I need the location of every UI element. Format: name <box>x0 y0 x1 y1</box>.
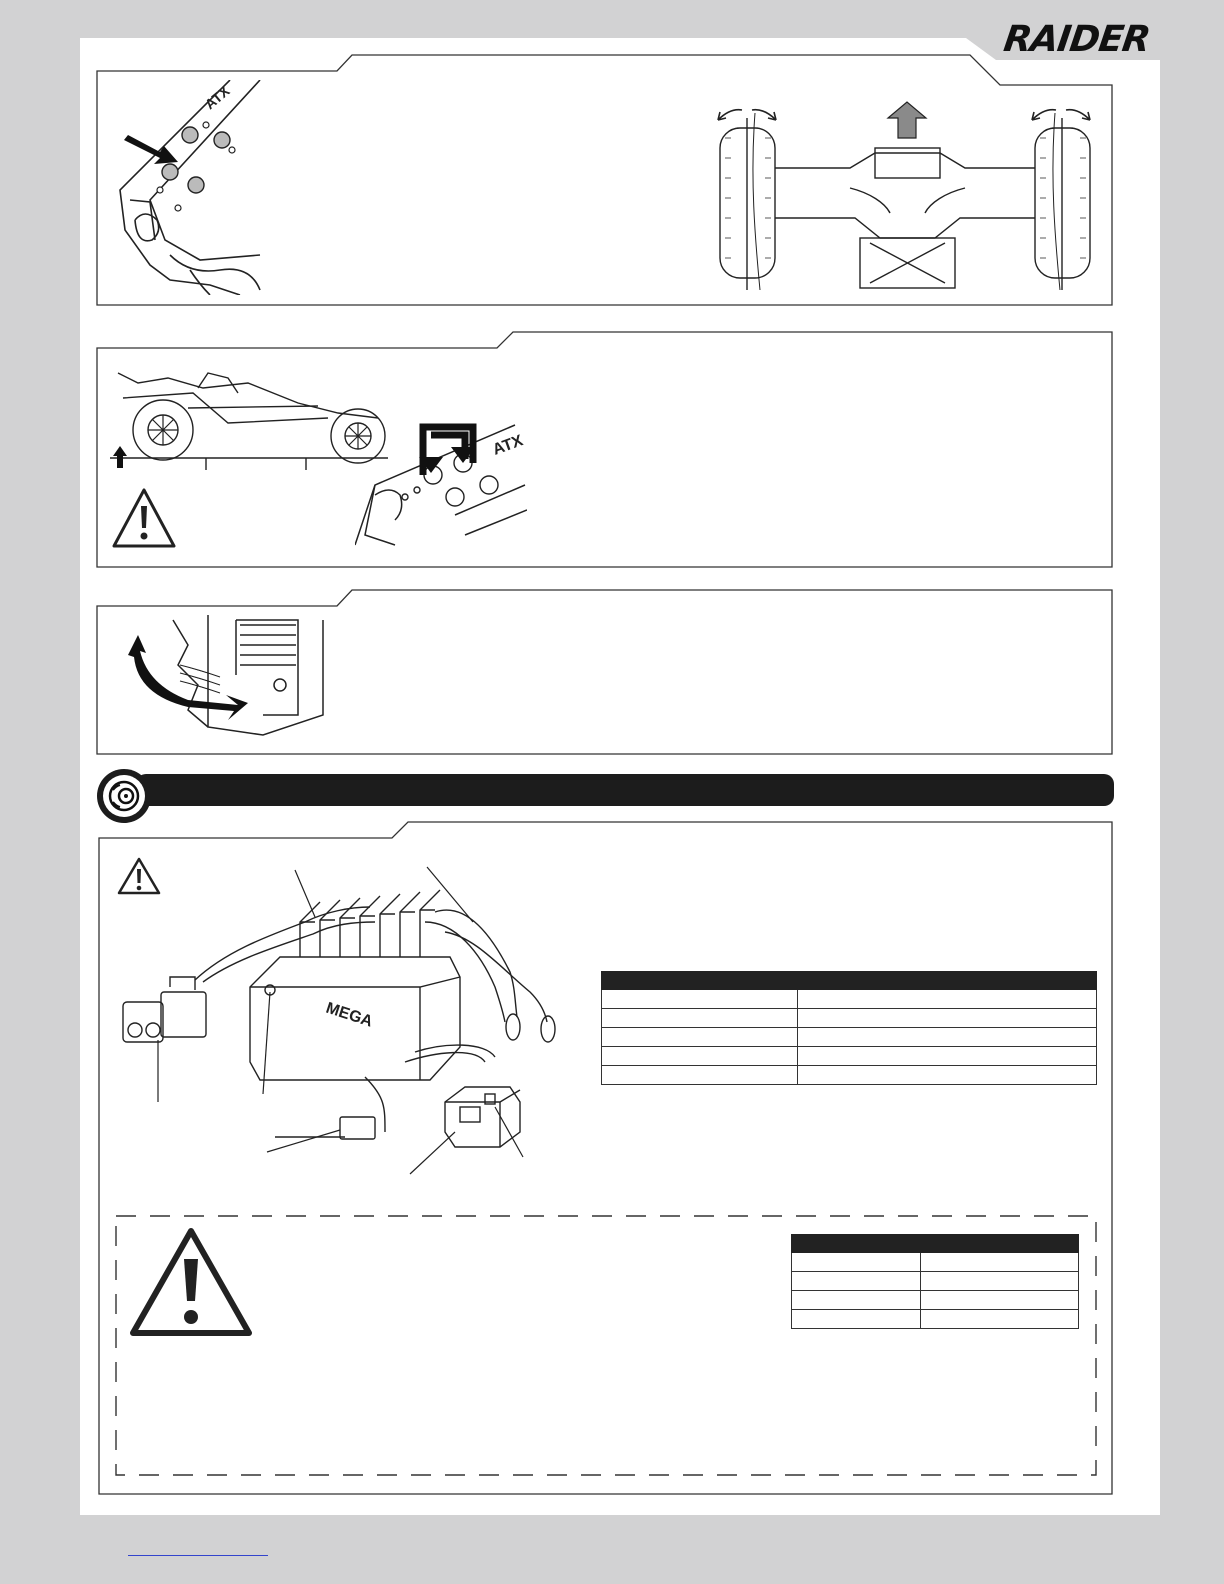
table-row <box>602 1028 1097 1047</box>
table-row <box>602 1047 1097 1066</box>
footer-link[interactable] <box>128 1555 268 1556</box>
svg-text:ATX: ATX <box>201 82 233 113</box>
table-row <box>602 1009 1097 1028</box>
table-row <box>602 990 1097 1009</box>
table-header-row <box>602 972 1097 990</box>
svg-text:ATX: ATX <box>490 432 526 459</box>
warning-icon-large <box>127 1225 255 1339</box>
table-row <box>602 1066 1097 1085</box>
raider-logo-text: RAIDER <box>1001 19 1153 60</box>
table-row <box>792 1291 1079 1310</box>
esc-spec-table <box>601 971 1097 1085</box>
table-row <box>792 1310 1079 1329</box>
table-row <box>792 1253 1079 1272</box>
esc-illustration <box>115 862 570 1182</box>
table-header-row <box>792 1235 1079 1253</box>
svg-text:MEGA: MEGA <box>323 999 375 1031</box>
battery-table <box>791 1234 1079 1329</box>
table-row <box>792 1272 1079 1291</box>
